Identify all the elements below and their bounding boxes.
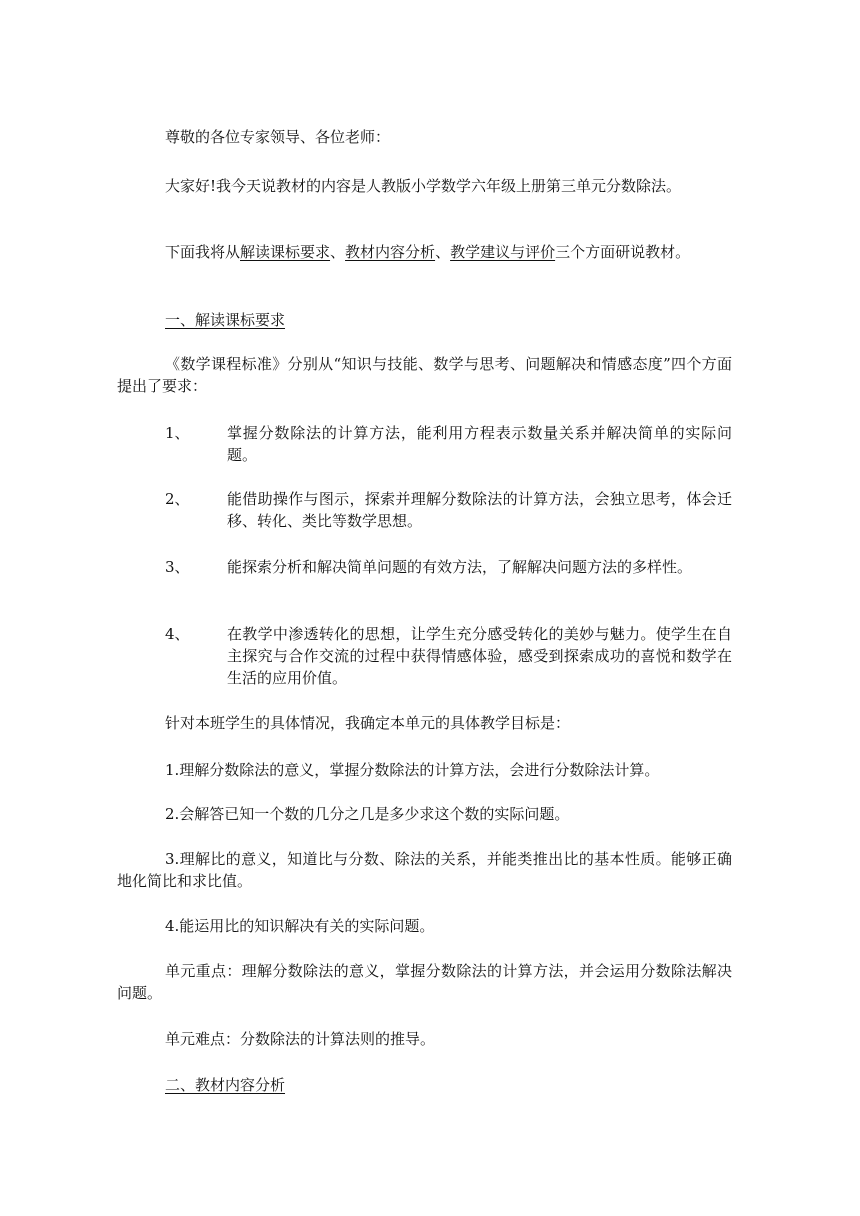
- goal-item-4: 4.能运用比的知识解决有关的实际问题。: [165, 917, 435, 935]
- requirement-item-4: [165, 623, 732, 689]
- requirement-number: 1、: [165, 424, 190, 442]
- requirement-item-2: [165, 488, 732, 532]
- link-standards[interactable]: 解读课标要求: [240, 243, 331, 261]
- overview-paragraph: [117, 241, 732, 263]
- requirement-text: 在教学中渗透转化的思想，让学生充分感受转化的美妙与魅力。使学生在自主探究与合作交流的过程中获得情感体验，感受到探索成功的喜悦和数学在生活的应用价值。: [227, 625, 732, 687]
- overview-sep1: 、: [330, 243, 346, 261]
- overview-prefix: 下面我将从: [165, 243, 241, 261]
- key-point-paragraph: 单元重点：理解分数除法的意义，掌握分数除法的计算方法，并会运用分数除法解决问题。: [117, 962, 732, 1002]
- standards-intro-paragraph: 《数学课程标准》分别从“知识与技能、数学与思考、问题解决和情感态度”四个方面提出了要求：: [117, 355, 732, 395]
- requirement-number: 3、: [165, 558, 190, 576]
- goals-intro-paragraph: 针对本班学生的具体情况，我确定本单元的具体教学目标是：: [165, 714, 571, 732]
- section2-heading: [117, 1074, 732, 1096]
- requirement-item-3: [165, 556, 732, 578]
- requirement-text: 能借助操作与图示，探索并理解分数除法的计算方法，会独立思考，体会迁移、转化、类比等数学思想。: [227, 490, 732, 530]
- greeting-paragraph: 尊敬的各位专家领导、各位老师：: [165, 128, 391, 146]
- section1-heading-text: 一、解读课标要求: [165, 311, 286, 329]
- goal-item-2: 2.会解答已知一个数的几分之几是多少求这个数的实际问题。: [165, 805, 570, 823]
- requirement-number: 4、: [165, 625, 190, 643]
- requirement-number: 2、: [165, 490, 190, 508]
- goal-item-3: 3.理解比的意义，知道比与分数、除法的关系，并能类推出比的基本性质。能够正确地化简比和求比值。: [117, 850, 732, 890]
- overview-suffix: 三个方面研说教材。: [555, 243, 691, 261]
- requirement-item-1: [165, 422, 732, 466]
- link-content-analysis[interactable]: 教材内容分析: [345, 243, 436, 261]
- link-teaching-suggestions[interactable]: 教学建议与评价: [450, 243, 556, 261]
- section2-heading-text: 二、教材内容分析: [165, 1076, 286, 1094]
- difficult-point-paragraph: 单元难点：分数除法的计算法则的推导。: [165, 1030, 436, 1048]
- requirement-text: 掌握分数除法的计算方法，能利用方程表示数量关系并解决简单的实际问题。: [227, 424, 732, 464]
- overview-sep2: 、: [435, 243, 451, 261]
- intro-paragraph: 大家好!我今天说教材的内容是人教版小学数学六年级上册第三单元分数除法。: [165, 177, 682, 195]
- section1-heading: [117, 309, 732, 331]
- requirement-text: 能探索分析和解决简单问题的有效方法，了解解决问题方法的多样性。: [227, 558, 693, 576]
- goal-item-1: 1.理解分数除法的意义，掌握分数除法的计算方法，会进行分数除法计算。: [165, 761, 660, 779]
